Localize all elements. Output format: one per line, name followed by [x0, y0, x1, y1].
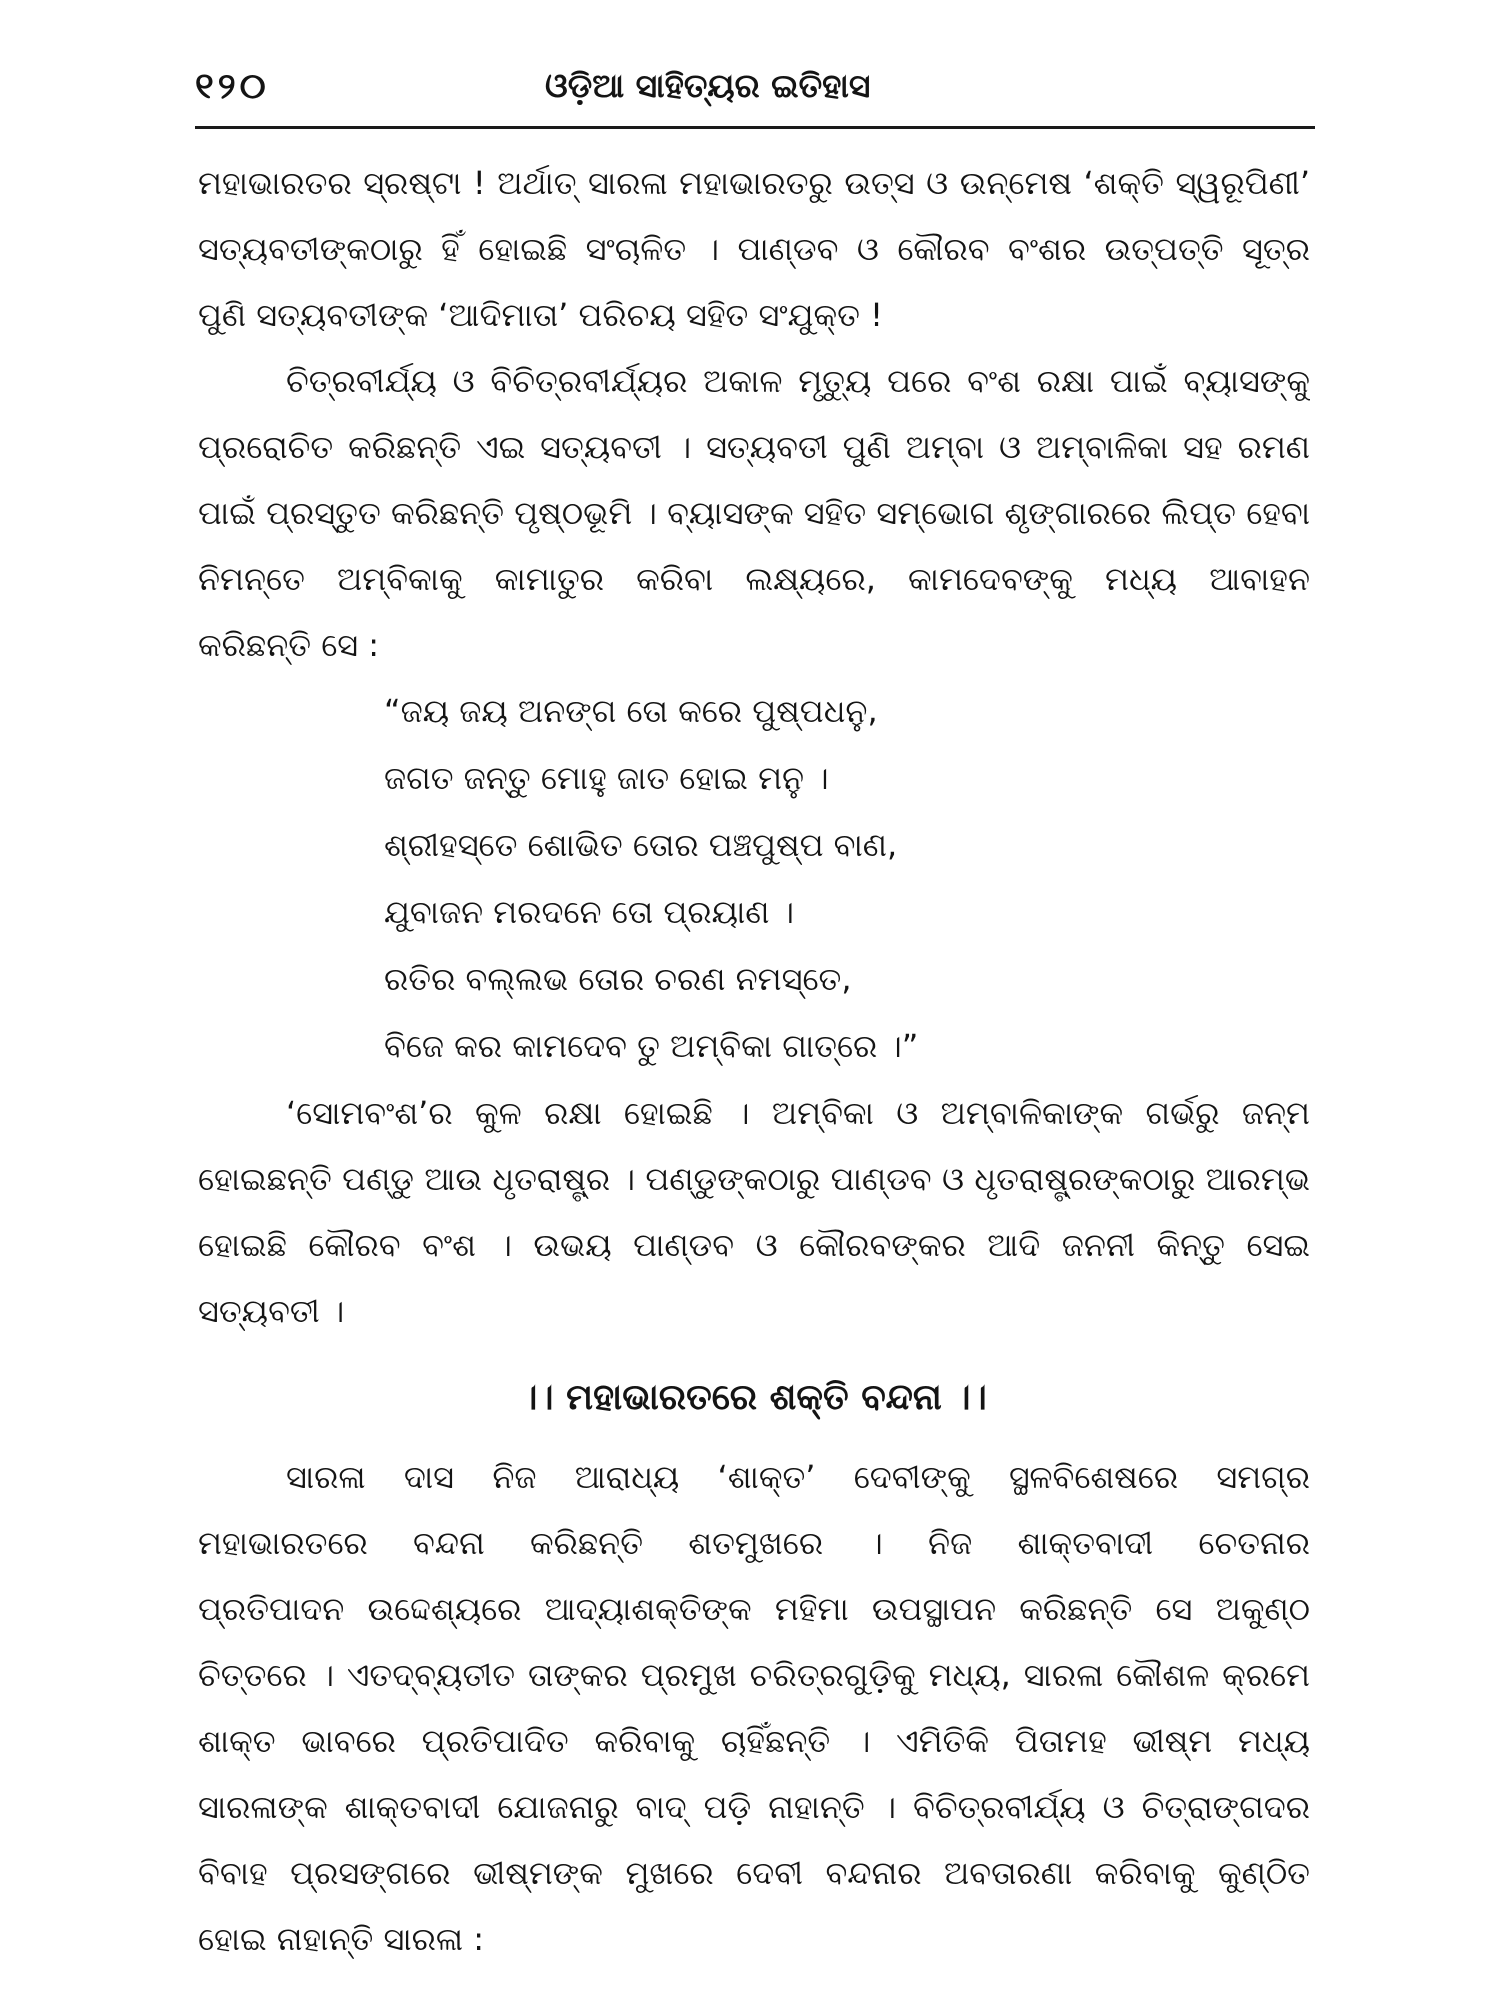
text-line: ଚିତ୍ତରେ । ଏତଦ୍‌ବ୍ୟତୀତ ତାଙ୍କର ପ୍ରମୁଖ ଚରିତ୍ରଗୁଡ଼ିକୁ ମଧ୍ୟ, ସାରଳା କୌଶଳ କ୍ରମେ — [198, 1656, 1310, 1694]
section-heading: ।। ମହାଭାରତରେ ଶକ୍ତି ବନ୍ଦନା ।। — [521, 1377, 987, 1418]
text-line: ପ୍ରରୋଚିତ କରିଛନ୍ତି ଏଇ ସତ୍ୟବତୀ । ସତ୍ୟବତୀ ପୁଣି ଅମ୍ବା ଓ ଅମ୍ବାଳିକା ସହ ରମଣ — [198, 428, 1310, 466]
text-line: ହୋଇଛି କୌରବ ବଂଶ । ଉଭୟ ପାଣ୍ଡବ ଓ କୌରବଙ୍କର ଆଦି ଜନନୀ କିନ୍ତୁ ସେଇ — [198, 1226, 1310, 1264]
text-line: ନିମନ୍ତେ ଅମ୍ବିକାକୁ କାମାତୁର କରିବା ଲକ୍ଷ୍ୟରେ, କାମଦେବଙ୍କୁ ମଧ୍ୟ ଆବାହନ — [198, 560, 1310, 598]
text-line: ହୋଇ ନାହାନ୍ତି ସାରଳା : — [198, 1920, 485, 1958]
text-line: କରିଛନ୍ତି ସେ : — [198, 626, 380, 664]
paragraph-2 — [198, 348, 1310, 678]
body-text — [198, 150, 1310, 1972]
text-line: ମହାଭାରତରେ ବନ୍ଦନା କରିଛନ୍ତି ଶତମୁଖରେ । ନିଜ ଶାକ୍ତବାଦୀ ଚେତନାର — [198, 1524, 1310, 1562]
text-line: ମହାଭାରତର ସ୍ରଷ୍ଟା ! ଅର୍ଥାତ୍ ସାରଳା ମହାଭାରତରୁ ଉତ୍ସ ଓ ଉନ୍ମେଷ ‘ଶକ୍ତି ସ୍ୱରୂପିଣୀ’ — [198, 164, 1310, 202]
verse-line: ଜଗତ ଜନ୍ତୁ ମୋହୁ ଜାତ ହୋଇ ମନୁ । — [384, 759, 829, 797]
verse-quote — [198, 678, 1310, 1080]
text-line: ଶାକ୍ତ ଭାବରେ ପ୍ରତିପାଦିତ କରିବାକୁ ଚାହିଁଛନ୍ତି । ଏମିତିକି ପିତାମହ ଭୀଷ୍ମ ମଧ୍ୟ — [198, 1722, 1310, 1760]
page-number: ୧୨୦ — [195, 66, 270, 107]
text-line: ହୋଇଛନ୍ତି ପଣ୍ଡୁ ଆଉ ଧୃତରାଷ୍ଟ୍ର । ପଣ୍ଡୁଙ୍କଠାରୁ ପାଣ୍ଡବ ଓ ଧୃତରାଷ୍ଟ୍ରଙ୍କଠାରୁ ଆରମ୍ଭ — [198, 1160, 1310, 1198]
text-line: ପାଇଁ ପ୍ରସ୍ତୁତ କରିଛନ୍ତି ପୃଷ୍ଠଭୂମି । ବ୍ୟାସଙ୍କ ସହିତ ସମ୍ଭୋଗ ଶୃଙ୍ଗାରରେ ଲିପ୍ତ ହେବା — [198, 494, 1310, 532]
text-line: ପୁଣି ସତ୍ୟବତୀଙ୍କ ‘ଆଦିମାତା’ ପରିଚୟ ସହିତ ସଂଯୁକ୍ତ ! — [198, 296, 883, 334]
page-header — [195, 62, 1315, 122]
verse-line: ଶ୍ରୀହସ୍ତେ ଶୋଭିତ ତୋର ପଞ୍ଚପୁଷ୍ପ ବାଣ, — [384, 826, 898, 864]
running-title: ଓଡ଼ିଆ ସାହିତ୍ୟର ଇତିହାସ — [545, 66, 871, 105]
text-line: ବିବାହ ପ୍ରସଙ୍ଗରେ ଭୀଷ୍ମଙ୍କ ମୁଖରେ ଦେବୀ ବନ୍ଦନାର ଅବତାରଣା କରିବାକୁ କୁଣ୍ଠିତ — [198, 1854, 1310, 1892]
text-line: ସତ୍ୟବତୀଙ୍କଠାରୁ ହିଁ ହୋଇଛି ସଂଚାଳିତ । ପାଣ୍ଡବ ଓ କୌରବ ବଂଶର ଉତ୍ପତ୍ତି ସୂତ୍ର — [198, 230, 1310, 268]
header-rule — [195, 126, 1315, 129]
text-line: ସାରଳା ଦାସ ନିଜ ଆରାଧ୍ୟ ‘ଶାକ୍ତ’ ଦେବୀଙ୍କୁ ସ୍ଥଳବିଶେଷରେ ସମଗ୍ର — [286, 1458, 1310, 1496]
paragraph-3 — [198, 1080, 1310, 1344]
paragraph-4 — [198, 1444, 1310, 1972]
verse-line: ରତିର ବଲ୍ଲଭ ତୋର ଚରଣ ନମସ୍ତେ, — [384, 960, 852, 998]
text-line: ଚିତ୍ରବୀର୍ଯ୍ୟ ଓ ବିଚିତ୍ରବୀର୍ଯ୍ୟର ଅକାଳ ମୃତ୍ୟୁ ପରେ ବଂଶ ରକ୍ଷା ପାଇଁ ବ୍ୟାସଙ୍କୁ — [286, 362, 1310, 400]
text-line: ସତ୍ୟବତୀ । — [198, 1292, 345, 1330]
verse-line: “ଜୟ ଜୟ ଅନଙ୍ଗ ତୋ କରେ ପୁଷ୍ପଧନୁ, — [384, 692, 878, 730]
text-line: ‘ସୋମବଂଶ’ର କୁଳ ରକ୍ଷା ହୋଇଛି । ଅମ୍ବିକା ଓ ଅମ୍ବାଳିକାଙ୍କ ଗର୍ଭରୁ ଜନ୍ମ — [286, 1094, 1310, 1132]
text-line: ପ୍ରତିପାଦନ ଉଦ୍ଦେଶ୍ୟରେ ଆଦ୍ୟାଶକ୍ତିଙ୍କ ମହିମା ଉପସ୍ଥାପନ କରିଛନ୍ତି ସେ ଅକୁଣ୍ଠ — [198, 1590, 1310, 1628]
paragraph-1 — [198, 150, 1310, 348]
verse-line: ଯୁବାଜନ ମରଦନେ ତୋ ପ୍ରୟାଣ । — [384, 893, 795, 931]
text-line: ସାରଳାଙ୍କ ଶାକ୍ତବାଦୀ ଯୋଜନାରୁ ବାଦ୍ ପଡ଼ି ନାହାନ୍ତି । ବିଚିତ୍ରବୀର୍ଯ୍ୟ ଓ ଚିତ୍ରାଙ୍ଗଦର — [198, 1788, 1310, 1826]
verse-line: ବିଜେ କର କାମଦେବ ତୁ ଅମ୍ବିକା ଗାତ୍ରେ ।” — [384, 1027, 919, 1065]
